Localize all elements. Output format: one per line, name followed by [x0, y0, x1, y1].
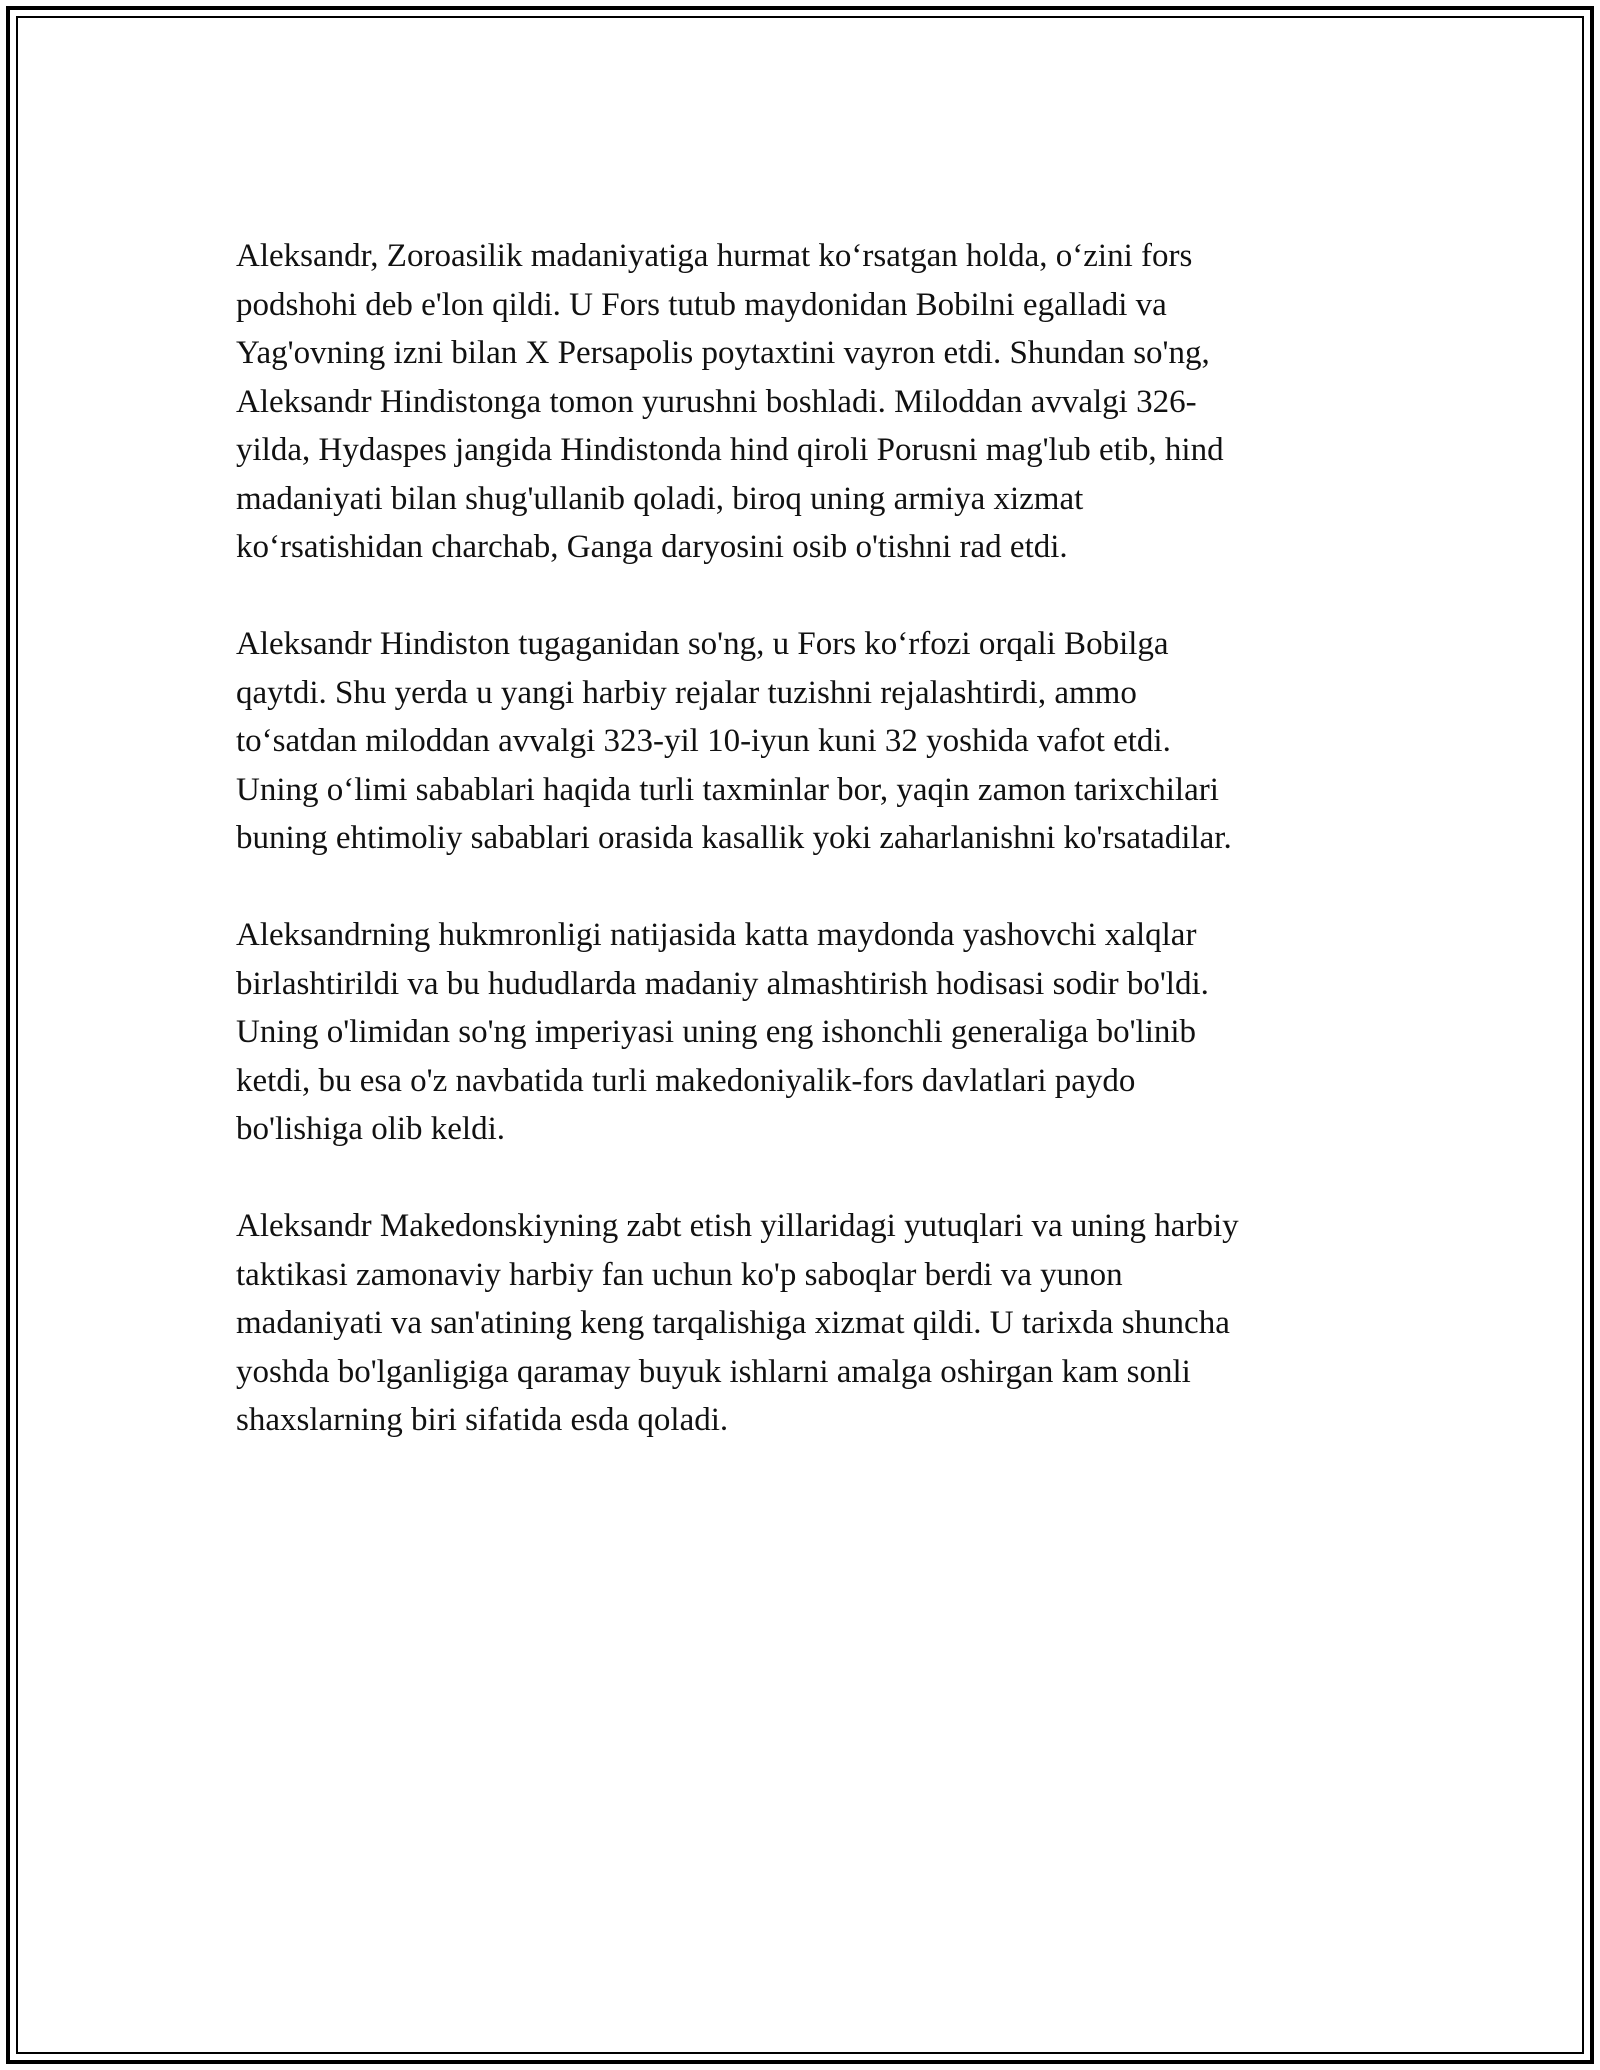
text-line: Aleksandrning hukmronligi natijasida katta maydonda yashovchi xalqlar — [236, 917, 1197, 953]
document-body — [236, 232, 1366, 1493]
text-line: birlashtirildi va bu hududlarda madaniy almashtirish hodisasi sodir bo'ldi. — [236, 965, 1209, 1002]
text-line: Aleksandr Makedonskiyning zabt etish yillaridagi yutuqlari va uning harbiy — [236, 1208, 1239, 1244]
paragraph-3 — [236, 911, 1366, 1154]
paragraph-1 — [236, 232, 1366, 572]
text-line: to‘satdan miloddan avvalgi 323-yil 10-iyun kuni 32 yoshida vafot etdi. — [236, 723, 1171, 759]
text-line: Aleksandr Hindiston tugaganidan so'ng, u Fors ko‘rfozi orqali Bobilga — [236, 626, 1169, 662]
paragraph-2 — [236, 620, 1366, 863]
text-line: madaniyati bilan shug'ullanib qoladi, biroq uning armiya xizmat — [236, 480, 1084, 517]
text-line: ko‘rsatishidan charchab, Ganga daryosini osib o'tishni rad etdi. — [236, 529, 1068, 565]
text-line: Yag'ovning izni bilan X Persapolis poytaxtini vayron etdi. Shundan so'ng, — [236, 335, 1210, 371]
text-line: buning ehtimoliy sabablari orasida kasallik yoki zaharlanishni ko'rsatadilar. — [236, 820, 1232, 856]
text-line: yoshda bo'lganligiga qaramay buyuk ishlarni amalga oshirgan kam sonli — [236, 1353, 1191, 1390]
text-line: ketdi, bu esa o'z navbatida turli makedoniyalik-fors davlatlari paydo — [236, 1062, 1136, 1099]
text-line: shaxslarning biri sifatida esda qoladi. — [236, 1402, 729, 1438]
text-line: bo'lishiga olib keldi. — [236, 1111, 506, 1147]
text-line: yilda, Hydaspes jangida Hindistonda hind qiroli Porusni mag'lub etib, hind — [236, 432, 1224, 468]
paragraph-4 — [236, 1202, 1366, 1445]
text-line: taktikasi zamonaviy harbiy fan uchun ko'p saboqlar berdi va yunon — [236, 1256, 1123, 1293]
text-line: madaniyati va san'atining keng tarqalishiga xizmat qildi. U tarixda shuncha — [236, 1305, 1230, 1341]
text-line: qaytdi. Shu yerda u yangi harbiy rejalar tuzishni rejalashtirdi, ammo — [236, 674, 1137, 711]
text-line: Uning o'limidan so'ng imperiyasi uning eng ishonchli generaliga bo'linib — [236, 1014, 1197, 1050]
text-line: Aleksandr Hindistonga tomon yurushni boshladi. Miloddan avvalgi 326- — [236, 383, 1197, 420]
text-line: Uning o‘limi sabablari haqida turli taxminlar bor, yaqin zamon tarixchilari — [236, 771, 1219, 808]
text-line: Aleksandr, Zoroasilik madaniyatiga hurmat ko‘rsatgan holda, o‘zini fors — [236, 238, 1193, 274]
text-line: podshohi deb e'lon qildi. U Fors tutub maydonidan Bobilni egalladi va — [236, 286, 1167, 323]
